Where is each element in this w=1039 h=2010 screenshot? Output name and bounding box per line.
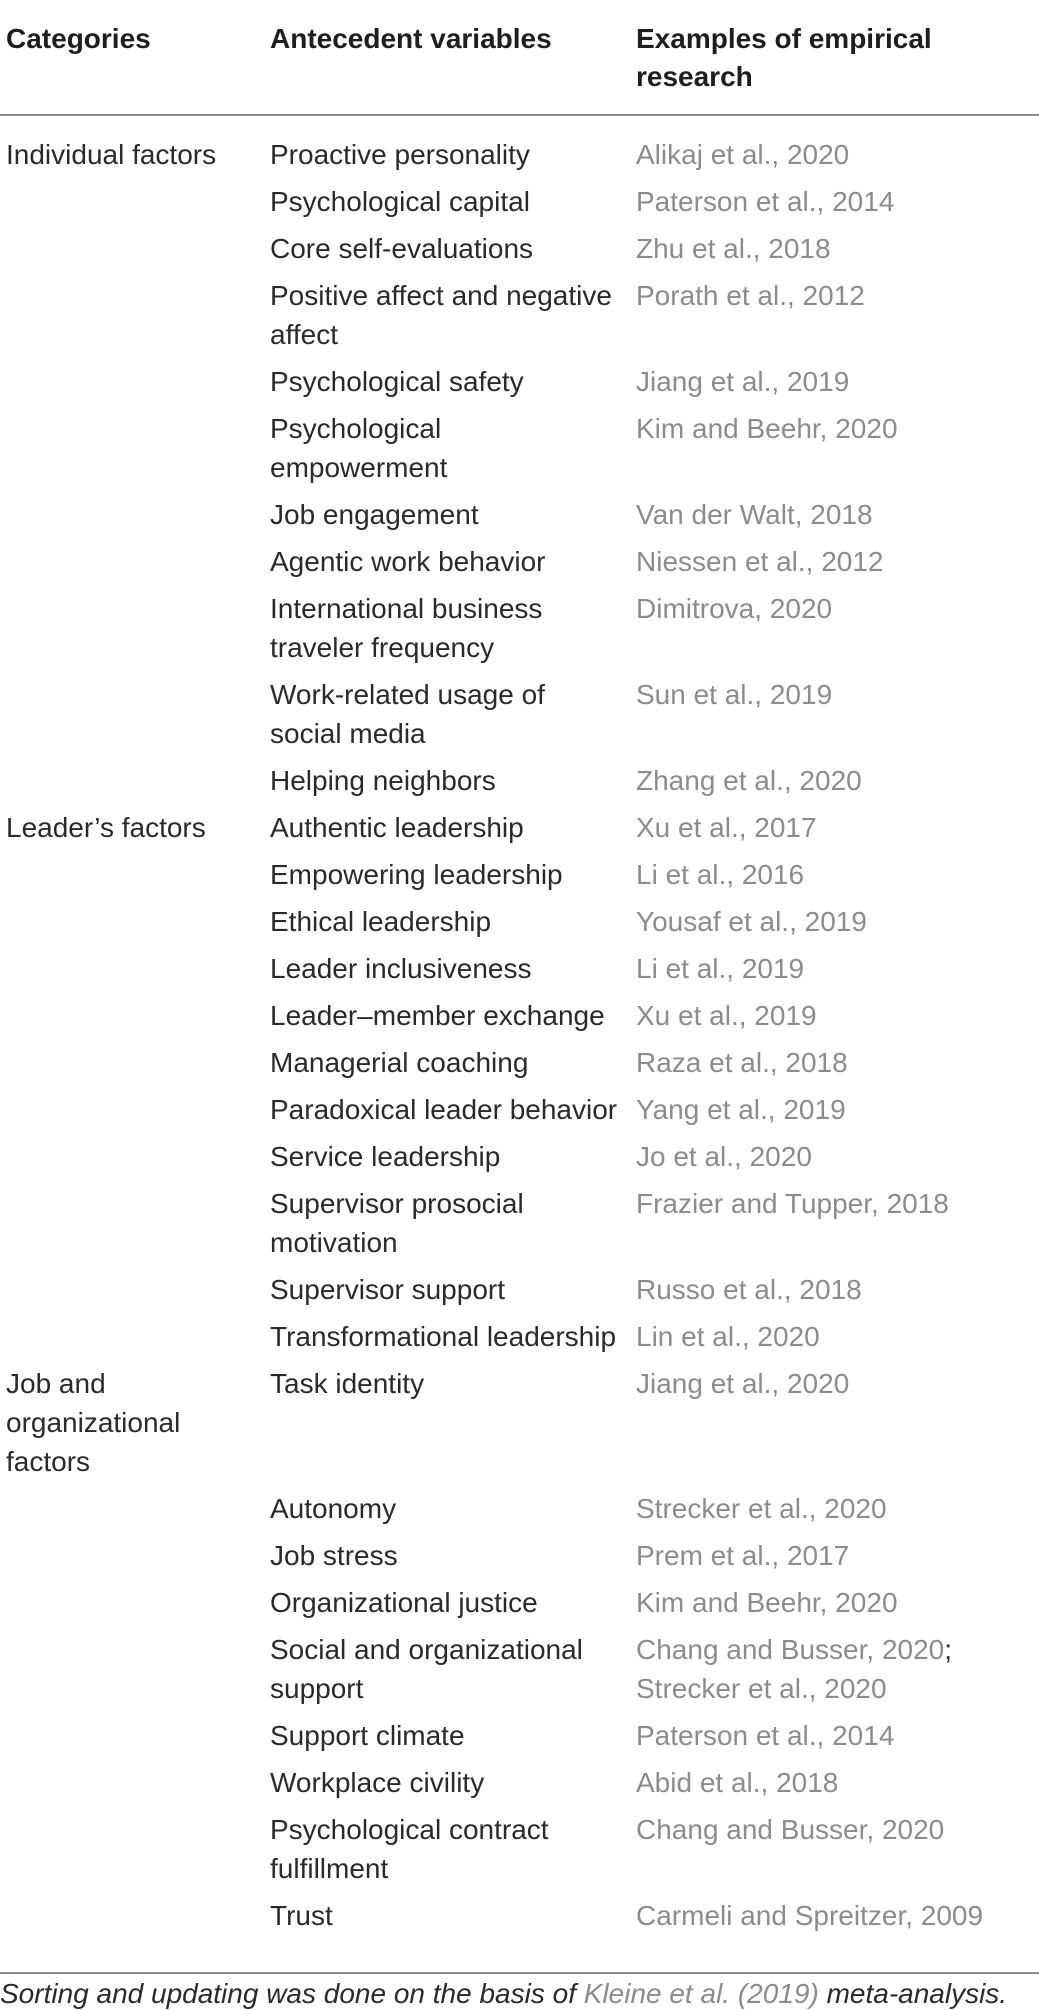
row-reference: [636, 808, 1036, 847]
reference-link[interactable]: [636, 1317, 1036, 1356]
reference-link[interactable]: [636, 855, 1036, 894]
header-examples: [636, 20, 996, 96]
variable-line: Proactive personality: [270, 139, 530, 170]
row-antecedent-variable: [270, 902, 630, 941]
variable-line: Transformational leadership: [270, 1321, 617, 1352]
reference-text[interactable]: Li et al., 2019: [636, 953, 805, 984]
row-reference: [636, 362, 1036, 401]
variable-line: Managerial coaching: [270, 1047, 529, 1078]
variable-line: traveler frequency: [270, 632, 495, 663]
row-reference: [636, 1630, 1036, 1708]
reference-link[interactable]: [636, 1090, 1036, 1129]
reference-link[interactable]: [636, 808, 1036, 847]
variable-line: Psychological capital: [270, 186, 530, 217]
variable-line: Psychological safety: [270, 366, 524, 397]
row-reference: [636, 276, 1036, 315]
variable-line: affect: [270, 319, 338, 350]
variable-line: fulfillment: [270, 1853, 389, 1884]
reference-link[interactable]: [636, 409, 1036, 448]
row-antecedent-variable: [270, 1896, 630, 1935]
row-reference: [636, 949, 1036, 988]
header-examples-line1: Examples of empirical: [636, 23, 932, 54]
row-reference: [636, 1583, 1036, 1622]
reference-link[interactable]: [636, 182, 1036, 221]
reference-text[interactable]: Xu et al., 2017: [636, 812, 817, 843]
reference-link[interactable]: [636, 1137, 1036, 1176]
variable-line: International business: [270, 593, 543, 624]
variable-line: Helping neighbors: [270, 765, 496, 796]
reference-text[interactable]: Jiang et al., 2020: [636, 1368, 850, 1399]
reference-text[interactable]: Zhu et al., 2018: [636, 233, 831, 264]
variable-line: Agentic work behavior: [270, 546, 546, 577]
row-antecedent-variable: [270, 808, 630, 847]
reference-link[interactable]: [636, 1489, 1036, 1528]
row-reference: [636, 409, 1036, 448]
reference-link[interactable]: [636, 1043, 1036, 1082]
row-reference: [636, 182, 1036, 221]
row-reference: [636, 1716, 1036, 1755]
row-reference: [636, 996, 1036, 1035]
reference-separator: ;: [944, 1634, 953, 1665]
row-antecedent-variable: [270, 409, 630, 487]
reference-text[interactable]: Paterson et al., 2014: [636, 1720, 895, 1751]
row-reference: [636, 1896, 1036, 1935]
variable-line: Leader inclusiveness: [270, 953, 532, 984]
variable-line: empowerment: [270, 452, 448, 483]
reference-link[interactable]: [636, 761, 1036, 800]
reference-text[interactable]: Zhang et al., 2020: [636, 765, 862, 796]
row-antecedent-variable: [270, 362, 630, 401]
reference-text[interactable]: Alikaj et al., 2020: [636, 139, 850, 170]
reference-text[interactable]: Dimitrova, 2020: [636, 593, 833, 624]
reference-text[interactable]: Strecker et al., 2020: [636, 1493, 887, 1524]
header-categories: Categories: [6, 23, 151, 54]
variable-line: Supervisor support: [270, 1274, 506, 1305]
variable-line: Supervisor prosocial: [270, 1188, 524, 1219]
row-reference: [636, 1536, 1036, 1575]
reference-text[interactable]: Van der Walt, 2018: [636, 499, 873, 530]
reference-link[interactable]: [636, 1896, 1036, 1935]
row-antecedent-variable: [270, 542, 630, 581]
reference-text[interactable]: Jo et al., 2020: [636, 1141, 812, 1172]
row-reference: [636, 761, 1036, 800]
row-category: Individual factors: [6, 139, 217, 170]
header-antecedent-variables: Antecedent variables: [270, 23, 552, 54]
row-category: Job and organizational factors: [6, 1368, 181, 1477]
reference-link[interactable]: [636, 1583, 1036, 1622]
row-reference: [636, 1763, 1036, 1802]
row-category: Leader’s factors: [6, 812, 206, 843]
row-reference: [636, 675, 1036, 714]
reference-text[interactable]: Li et al., 2016: [636, 859, 805, 890]
header-examples-line2: research: [636, 61, 753, 92]
reference-link[interactable]: [636, 1630, 1036, 1669]
reference-link[interactable]: [636, 1763, 1036, 1802]
row-antecedent-variable: [270, 1043, 630, 1082]
variable-line: Job engagement: [270, 499, 479, 530]
row-antecedent-variable: [270, 1716, 630, 1755]
row-antecedent-variable: [270, 675, 630, 753]
reference-link[interactable]: [636, 495, 1036, 534]
variable-line: Support climate: [270, 1720, 465, 1751]
variable-line: Organizational justice: [270, 1587, 538, 1618]
reference-link[interactable]: [636, 276, 1036, 315]
row-antecedent-variable: [270, 1583, 630, 1622]
row-reference: [636, 1810, 1036, 1849]
variable-line: Paradoxical leader behavior: [270, 1094, 618, 1125]
reference-text[interactable]: Niessen et al., 2012: [636, 546, 884, 577]
reference-link[interactable]: [636, 675, 1036, 714]
reference-text[interactable]: Yang et al., 2019: [636, 1094, 846, 1125]
reference-link[interactable]: [636, 1669, 1036, 1708]
row-reference: [636, 1184, 1036, 1223]
row-reference: [636, 902, 1036, 941]
row-reference: [636, 542, 1036, 581]
row-antecedent-variable: [270, 182, 630, 221]
variable-line: Trust: [270, 1900, 333, 1931]
row-antecedent-variable: [270, 1536, 630, 1575]
reference-text[interactable]: Chang and Busser, 2020: [636, 1634, 945, 1665]
variable-line: Psychological contract: [270, 1814, 549, 1845]
row-antecedent-variable: [270, 855, 630, 894]
row-reference: [636, 495, 1036, 534]
reference-link[interactable]: [636, 589, 1036, 628]
reference-text[interactable]: Kim and Beehr, 2020: [636, 1587, 898, 1618]
variable-line: Social and organizational: [270, 1634, 583, 1665]
row-reference: [636, 855, 1036, 894]
reference-text[interactable]: Frazier and Tupper, 2018: [636, 1188, 949, 1219]
variable-line: Leader–member exchange: [270, 1000, 605, 1031]
reference-text[interactable]: Jiang et al., 2019: [636, 366, 850, 397]
row-antecedent-variable: [270, 1364, 630, 1403]
row-reference: [636, 229, 1036, 268]
row-antecedent-variable: [270, 229, 630, 268]
variable-line: Authentic leadership: [270, 812, 524, 843]
variable-line: Autonomy: [270, 1493, 397, 1524]
reference-text[interactable]: Abid et al., 2018: [636, 1767, 839, 1798]
reference-link[interactable]: [636, 135, 1036, 174]
row-antecedent-variable: [270, 495, 630, 534]
reference-link[interactable]: [636, 1810, 1036, 1849]
reference-text[interactable]: Sun et al., 2019: [636, 679, 833, 710]
reference-link[interactable]: [636, 1536, 1036, 1575]
variable-line: Psychological: [270, 413, 442, 444]
row-antecedent-variable: [270, 1763, 630, 1802]
bottom-rule: [0, 1972, 1039, 1974]
row-reference: [636, 1270, 1036, 1309]
variable-line: Workplace civility: [270, 1767, 485, 1798]
variable-line: Task identity: [270, 1368, 425, 1399]
table-footnote: [0, 1978, 1007, 2010]
reference-link[interactable]: [636, 1270, 1036, 1309]
reference-text[interactable]: Paterson et al., 2014: [636, 186, 895, 217]
row-antecedent-variable: [270, 1090, 630, 1129]
row-reference: [636, 1090, 1036, 1129]
reference-text[interactable]: Yousaf et al., 2019: [636, 906, 867, 937]
reference-text[interactable]: Kim and Beehr, 2020: [636, 413, 898, 444]
reference-text[interactable]: Xu et al., 2019: [636, 1000, 817, 1031]
row-reference: [636, 1043, 1036, 1082]
variable-line: social media: [270, 718, 426, 749]
reference-link[interactable]: [636, 1716, 1036, 1755]
row-antecedent-variable: [270, 1137, 630, 1176]
row-antecedent-variable: [270, 1489, 630, 1528]
reference-link[interactable]: [636, 949, 1036, 988]
row-antecedent-variable: [270, 1317, 630, 1356]
variable-line: motivation: [270, 1227, 398, 1258]
footnote-text-end: meta-analysis.: [818, 1978, 1008, 2009]
row-antecedent-variable: [270, 1184, 630, 1262]
row-antecedent-variable: [270, 949, 630, 988]
reference-text[interactable]: Lin et al., 2020: [636, 1321, 820, 1352]
reference-link[interactable]: [636, 1364, 1036, 1403]
variable-line: Empowering leadership: [270, 859, 563, 890]
row-reference: [636, 589, 1036, 628]
reference-link[interactable]: [636, 902, 1036, 941]
variable-line: Job stress: [270, 1540, 398, 1571]
reference-text[interactable]: Prem et al., 2017: [636, 1540, 850, 1571]
row-reference: [636, 1364, 1036, 1403]
footnote-text: Sorting and updating was done on the basis of: [0, 1978, 584, 2009]
reference-text[interactable]: Porath et al., 2012: [636, 280, 865, 311]
row-reference: [636, 1317, 1036, 1356]
footnote-citation-link[interactable]: Kleine et al. (2019): [583, 1978, 819, 2009]
reference-text[interactable]: Strecker et al., 2020: [636, 1673, 887, 1704]
row-antecedent-variable: [270, 276, 630, 354]
row-antecedent-variable: [270, 996, 630, 1035]
reference-link[interactable]: [636, 229, 1036, 268]
variable-line: support: [270, 1673, 364, 1704]
reference-link[interactable]: [636, 996, 1036, 1035]
variable-line: Ethical leadership: [270, 906, 492, 937]
row-reference: [636, 135, 1036, 174]
row-antecedent-variable: [270, 761, 630, 800]
row-antecedent-variable: [270, 589, 630, 667]
reference-text[interactable]: Chang and Busser, 2020: [636, 1814, 945, 1845]
row-reference: [636, 1137, 1036, 1176]
variable-line: Service leadership: [270, 1141, 501, 1172]
row-antecedent-variable: [270, 1270, 630, 1309]
reference-link[interactable]: [636, 542, 1036, 581]
variable-line: Core self-evaluations: [270, 233, 534, 264]
row-antecedent-variable: [270, 135, 630, 174]
variable-line: Work-related usage of: [270, 679, 545, 710]
variable-line: Positive affect and negative: [270, 280, 612, 311]
header-rule: [0, 114, 1039, 116]
row-antecedent-variable: [270, 1630, 630, 1708]
reference-text[interactable]: Russo et al., 2018: [636, 1274, 862, 1305]
reference-link[interactable]: [636, 1184, 1036, 1223]
row-antecedent-variable: [270, 1810, 630, 1888]
row-reference: [636, 1489, 1036, 1528]
reference-text[interactable]: Carmeli and Spreitzer, 2009: [636, 1900, 984, 1931]
reference-link[interactable]: [636, 362, 1036, 401]
reference-text[interactable]: Raza et al., 2018: [636, 1047, 848, 1078]
